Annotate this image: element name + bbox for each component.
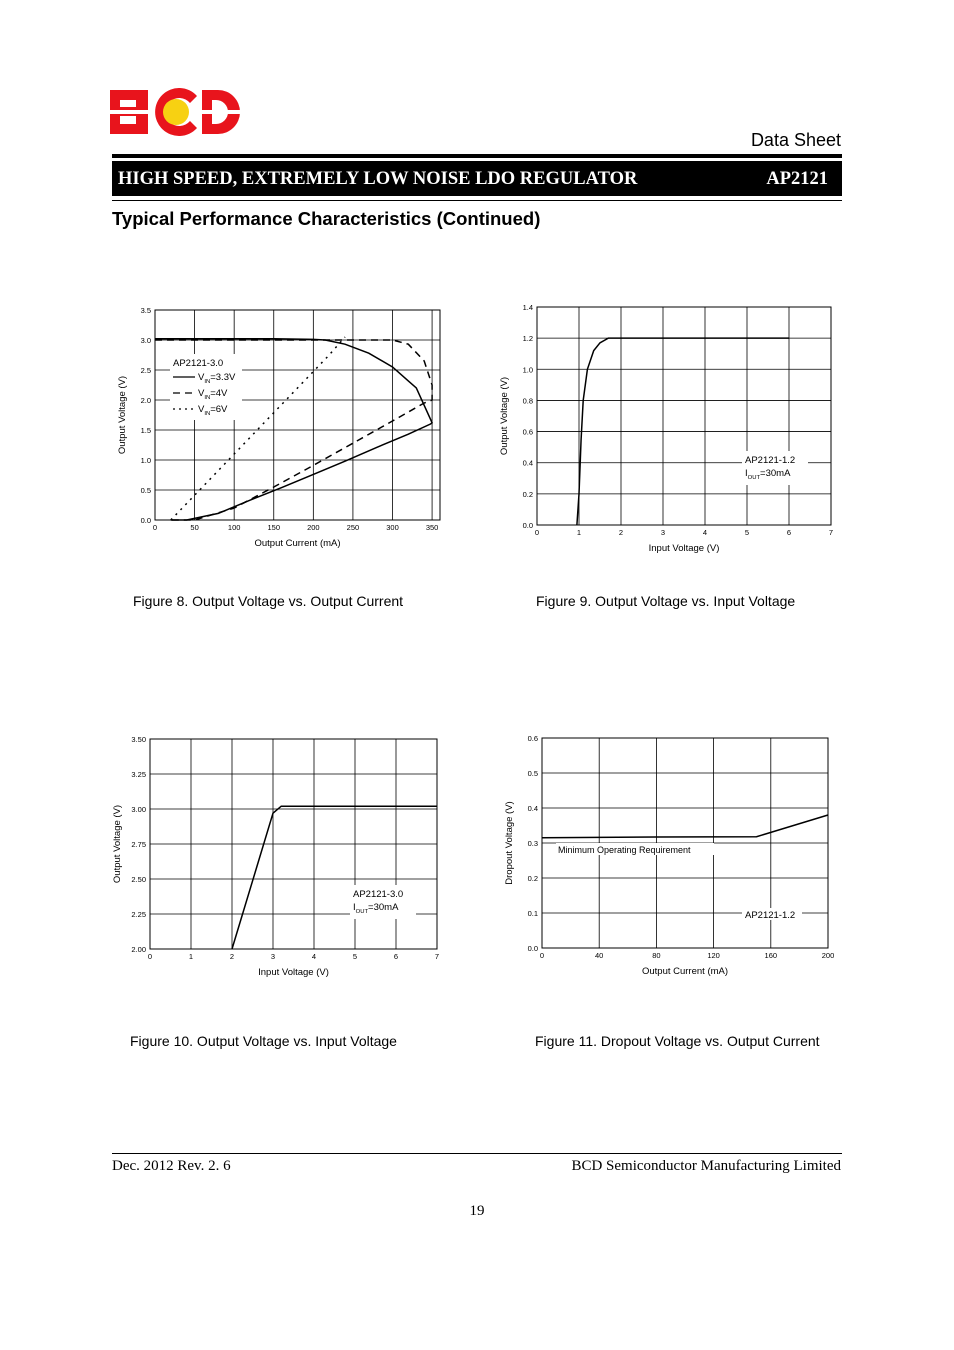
x-tick-label: 0 [539, 951, 545, 960]
y-tick-label: 2.75 [131, 840, 146, 849]
annotation-part: I [353, 902, 356, 913]
annotation-min-operating: Minimum Operating Requirement [558, 845, 691, 855]
y-tick-label: 0.6 [527, 734, 538, 743]
x-tick-label: 4 [311, 952, 317, 961]
y-tick-label: 0.3 [527, 839, 538, 848]
y-tick-label: 1.0 [140, 456, 151, 465]
y-tick-label: 3.50 [131, 735, 146, 744]
x-tick-label: 50 [190, 523, 199, 532]
figure-8-caption: Figure 8. Output Voltage vs. Output Current [133, 593, 404, 609]
annotation-part: IN [204, 411, 211, 417]
plot-frame [537, 307, 831, 525]
x-axis-label: Output Current (mA) [641, 966, 729, 977]
x-tick-label: 3 [660, 528, 666, 537]
annotation-part-label: AP2121-1.2 [745, 455, 796, 466]
x-tick-label: 2 [618, 528, 624, 537]
y-tick-label: 0.5 [527, 769, 538, 778]
y-tick-label: 3.00 [131, 805, 146, 814]
y-tick-label: 0.2 [527, 874, 538, 883]
x-tick-label: 5 [352, 952, 358, 961]
y-tick-label: 2.0 [140, 396, 151, 405]
x-tick-label: 6 [786, 528, 792, 537]
y-tick-label: 0.6 [522, 427, 533, 437]
y-tick-label: 0.4 [527, 804, 538, 813]
figure-10-chart [95, 725, 455, 990]
x-tick-label: 120 [707, 951, 720, 960]
bcd-logo [110, 88, 240, 136]
x-tick-label: 7 [828, 528, 834, 537]
annotation-part: I [745, 468, 748, 479]
y-tick-label: 1.5 [140, 426, 151, 435]
y-tick-label: 0.4 [522, 458, 533, 468]
x-tick-label: 350 [425, 523, 439, 532]
y-tick-label: 2.00 [131, 945, 146, 954]
y-axis-label: Output Voltage (V) [117, 375, 128, 455]
doc-title: HIGH SPEED, EXTREMELY LOW NOISE LDO REGULATOR [118, 169, 638, 189]
annotation-part: =30mA [368, 902, 399, 913]
header-thin-rule [112, 200, 842, 201]
y-axis-label: Output Voltage (V) [499, 376, 510, 456]
figure-10-caption: Figure 10. Output Voltage vs. Input Voltage [130, 1033, 397, 1049]
annotation-part: =6V [210, 404, 228, 415]
y-tick-label: 0.5 [140, 486, 151, 495]
x-axis-label: Output Current (mA) [254, 538, 341, 549]
page-number: 19 [469, 1203, 485, 1219]
x-tick-label: 2 [229, 952, 235, 961]
y-tick-label: 0.0 [522, 521, 533, 530]
x-tick-label: 200 [821, 951, 835, 960]
x-tick-label: 100 [227, 523, 241, 532]
y-axis-label: Output Voltage (V) [112, 804, 123, 884]
y-tick-label: 0.0 [527, 944, 538, 953]
annotation-part: V [198, 404, 205, 415]
x-tick-label: 1 [576, 528, 582, 537]
y-tick-label: 3.25 [131, 770, 146, 779]
x-tick-label: 6 [393, 952, 399, 961]
annotation-part: =4V [210, 388, 228, 399]
y-axis-label: Dropout Voltage (V) [504, 801, 515, 885]
footer-rule [112, 1153, 842, 1154]
x-tick-label: 0 [147, 952, 153, 961]
figure-11-caption: Figure 11. Dropout Voltage vs. Output Current [535, 1033, 820, 1049]
y-tick-label: 1.2 [522, 334, 533, 344]
x-tick-label: 0 [534, 528, 540, 537]
figure-9-caption: Figure 9. Output Voltage vs. Input Voltage [536, 593, 796, 609]
x-tick-label: 300 [386, 523, 399, 532]
doc-type-label: Data Sheet [750, 130, 841, 150]
annotation-part: =3.3V [210, 372, 236, 383]
footer-company: BCD Semiconductor Manufacturing Limited [571, 1158, 841, 1174]
section-title: Typical Performance Characteristics (Continued) [112, 208, 541, 229]
annotation-part: OUT [747, 475, 761, 481]
annotation-part: IN [204, 395, 211, 401]
logo-letter-c [155, 88, 197, 136]
legend-title: AP2121-3.0 [173, 358, 224, 369]
y-tick-label: 0.2 [522, 489, 533, 499]
x-tick-label: 5 [744, 528, 750, 537]
figure-8-chart [100, 295, 460, 565]
y-tick-label: 2.25 [131, 910, 146, 919]
x-tick-label: 200 [307, 523, 320, 532]
header-rule [112, 154, 842, 158]
annotation-part: OUT [355, 909, 369, 915]
y-tick-label: 1.0 [522, 365, 533, 375]
y-tick-label: 0.0 [140, 516, 151, 525]
annotation-part: V [198, 388, 205, 399]
y-tick-label: 1.4 [522, 303, 533, 312]
x-tick-label: 250 [346, 523, 360, 532]
x-tick-label: 1 [188, 952, 194, 961]
title-banner [112, 161, 842, 196]
y-tick-label: 0.1 [527, 909, 538, 918]
y-tick-label: 3.0 [140, 336, 151, 345]
y-tick-label: 0.8 [522, 396, 533, 406]
footer-date-revision: Dec. 2012 Rev. 2. 6 [112, 1158, 231, 1174]
y-tick-label: 3.5 [140, 306, 151, 315]
x-tick-label: 40 [595, 951, 604, 960]
x-tick-label: 0 [152, 523, 158, 532]
annotation-part: V [198, 372, 205, 383]
annotation-part-label: AP2121-1.2 [745, 910, 796, 921]
series-line-solid [542, 815, 828, 838]
y-tick-label: 2.50 [131, 875, 146, 884]
logo-letter-d [198, 90, 240, 134]
part-number: AP2121 [766, 169, 828, 189]
figure-11-chart [490, 725, 850, 990]
x-tick-label: 7 [434, 952, 440, 961]
y-tick-label: 2.5 [140, 366, 151, 375]
x-tick-label: 3 [270, 952, 276, 961]
annotation-part-label: AP2121-3.0 [353, 889, 404, 900]
x-tick-label: 150 [267, 523, 281, 532]
x-tick-label: 160 [764, 951, 778, 960]
logo-letter-b [110, 90, 154, 134]
x-axis-label: Input Voltage (V) [648, 543, 720, 554]
figure-9-chart [480, 295, 850, 565]
x-tick-label: 4 [702, 528, 708, 537]
annotation-part: =30mA [760, 468, 791, 479]
x-tick-label: 80 [652, 951, 661, 960]
series-line-solid [232, 806, 437, 949]
x-axis-label: Input Voltage (V) [258, 967, 329, 978]
annotation-part: IN [204, 379, 211, 385]
